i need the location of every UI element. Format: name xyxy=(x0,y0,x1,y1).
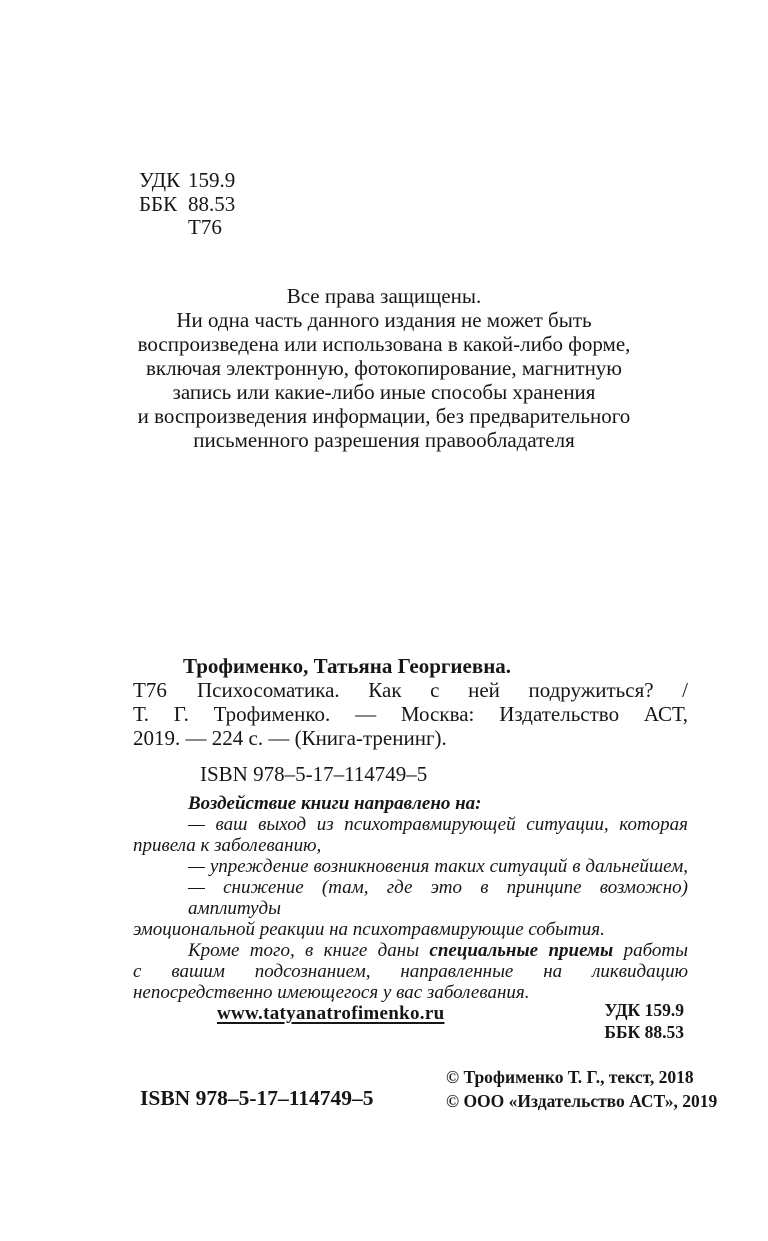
annotation-line-7-bold: специальные приемы xyxy=(429,940,614,961)
footer-udk: УДК 159.9 xyxy=(604,1000,684,1020)
rights-line: письменного разрешения правообладателя xyxy=(193,428,575,452)
annotation-line: привела к заболеванию, xyxy=(133,835,322,856)
udk-value: 159.9 xyxy=(188,168,236,192)
copyright-line-publisher: © ООО «Издательство АСТ», 2019 xyxy=(446,1090,718,1111)
udk-code xyxy=(139,169,235,193)
bbk-label: ББК xyxy=(139,191,178,216)
rights-line: и воспроизведения информации, без предварительного xyxy=(137,404,631,428)
isbn-catalog: ISBN 978–5-17–114749–5 xyxy=(200,762,428,786)
rights-notice xyxy=(0,284,768,452)
annotation-line: — ваш выход из психотравмирующей ситуации, которая xyxy=(188,814,688,835)
copyright-block xyxy=(446,1066,717,1113)
annotation-line: эмоциональной реакции на психотравмирующие события. xyxy=(133,919,605,940)
rights-line: включая электронную, фотокопирование, магнитную xyxy=(146,356,622,380)
udk-label: УДК xyxy=(139,168,181,192)
footer-isbn: ISBN 978–5-17–114749–5 xyxy=(140,1086,374,1110)
annotation-heading: Воздействие книги направлено на: xyxy=(188,793,482,814)
catalog-entry xyxy=(133,654,688,750)
rights-line: запись или какие-либо иные способы хранения xyxy=(172,380,596,404)
annotation-line-7-post: работы xyxy=(613,940,688,961)
annotation-block xyxy=(133,793,688,1024)
annotation-line xyxy=(133,940,688,961)
author-name: Трофименко, Татьяна Георгиевна. xyxy=(183,654,512,678)
footer-bbk: ББК 88.53 xyxy=(604,1022,684,1042)
bbk-code xyxy=(139,193,235,217)
author-sign-row xyxy=(139,216,235,240)
annotation-line: — снижение (там, где это в принципе возможно) амплитуды xyxy=(188,877,688,919)
author-sign: Т76 xyxy=(188,215,222,239)
website-link: www.tatyanatrofimenko.ru xyxy=(217,1003,445,1024)
classification-codes xyxy=(139,169,235,240)
rights-line: Ни одна часть данного издания не может быть xyxy=(176,308,592,332)
copyright-line-author: © Трофименко Т. Г., текст, 2018 xyxy=(446,1067,694,1087)
catalog-title-line-2: Т. Г. Трофименко. — Москва: Издательство АСТ, xyxy=(133,702,688,726)
annotation-line: непосредственно имеющегося у вас заболевания. xyxy=(133,982,530,1003)
classification-codes-bottom xyxy=(133,999,688,1043)
rights-line: Все права защищены. xyxy=(286,284,482,308)
catalog-title-text: Психосоматика. Как с ней подружиться? / xyxy=(197,678,688,702)
catalog-title-line-3: 2019. — 224 с. — (Книга-тренинг). xyxy=(133,726,447,750)
annotation-line: — упреждение возникновения таких ситуаций в дальнейшем, xyxy=(188,856,688,877)
bbk-value: 88.53 xyxy=(188,191,236,216)
annotation-line: с вашим подсознанием, направленные на ликвидацию xyxy=(133,961,688,982)
catalog-title-line-1 xyxy=(133,678,688,702)
rights-line: воспроизведена или использована в какой-либо форме, xyxy=(137,332,631,356)
author-sign-margin: Т76 xyxy=(133,678,167,702)
annotation-line-7-pre: Кроме того, в книге даны xyxy=(188,940,430,961)
